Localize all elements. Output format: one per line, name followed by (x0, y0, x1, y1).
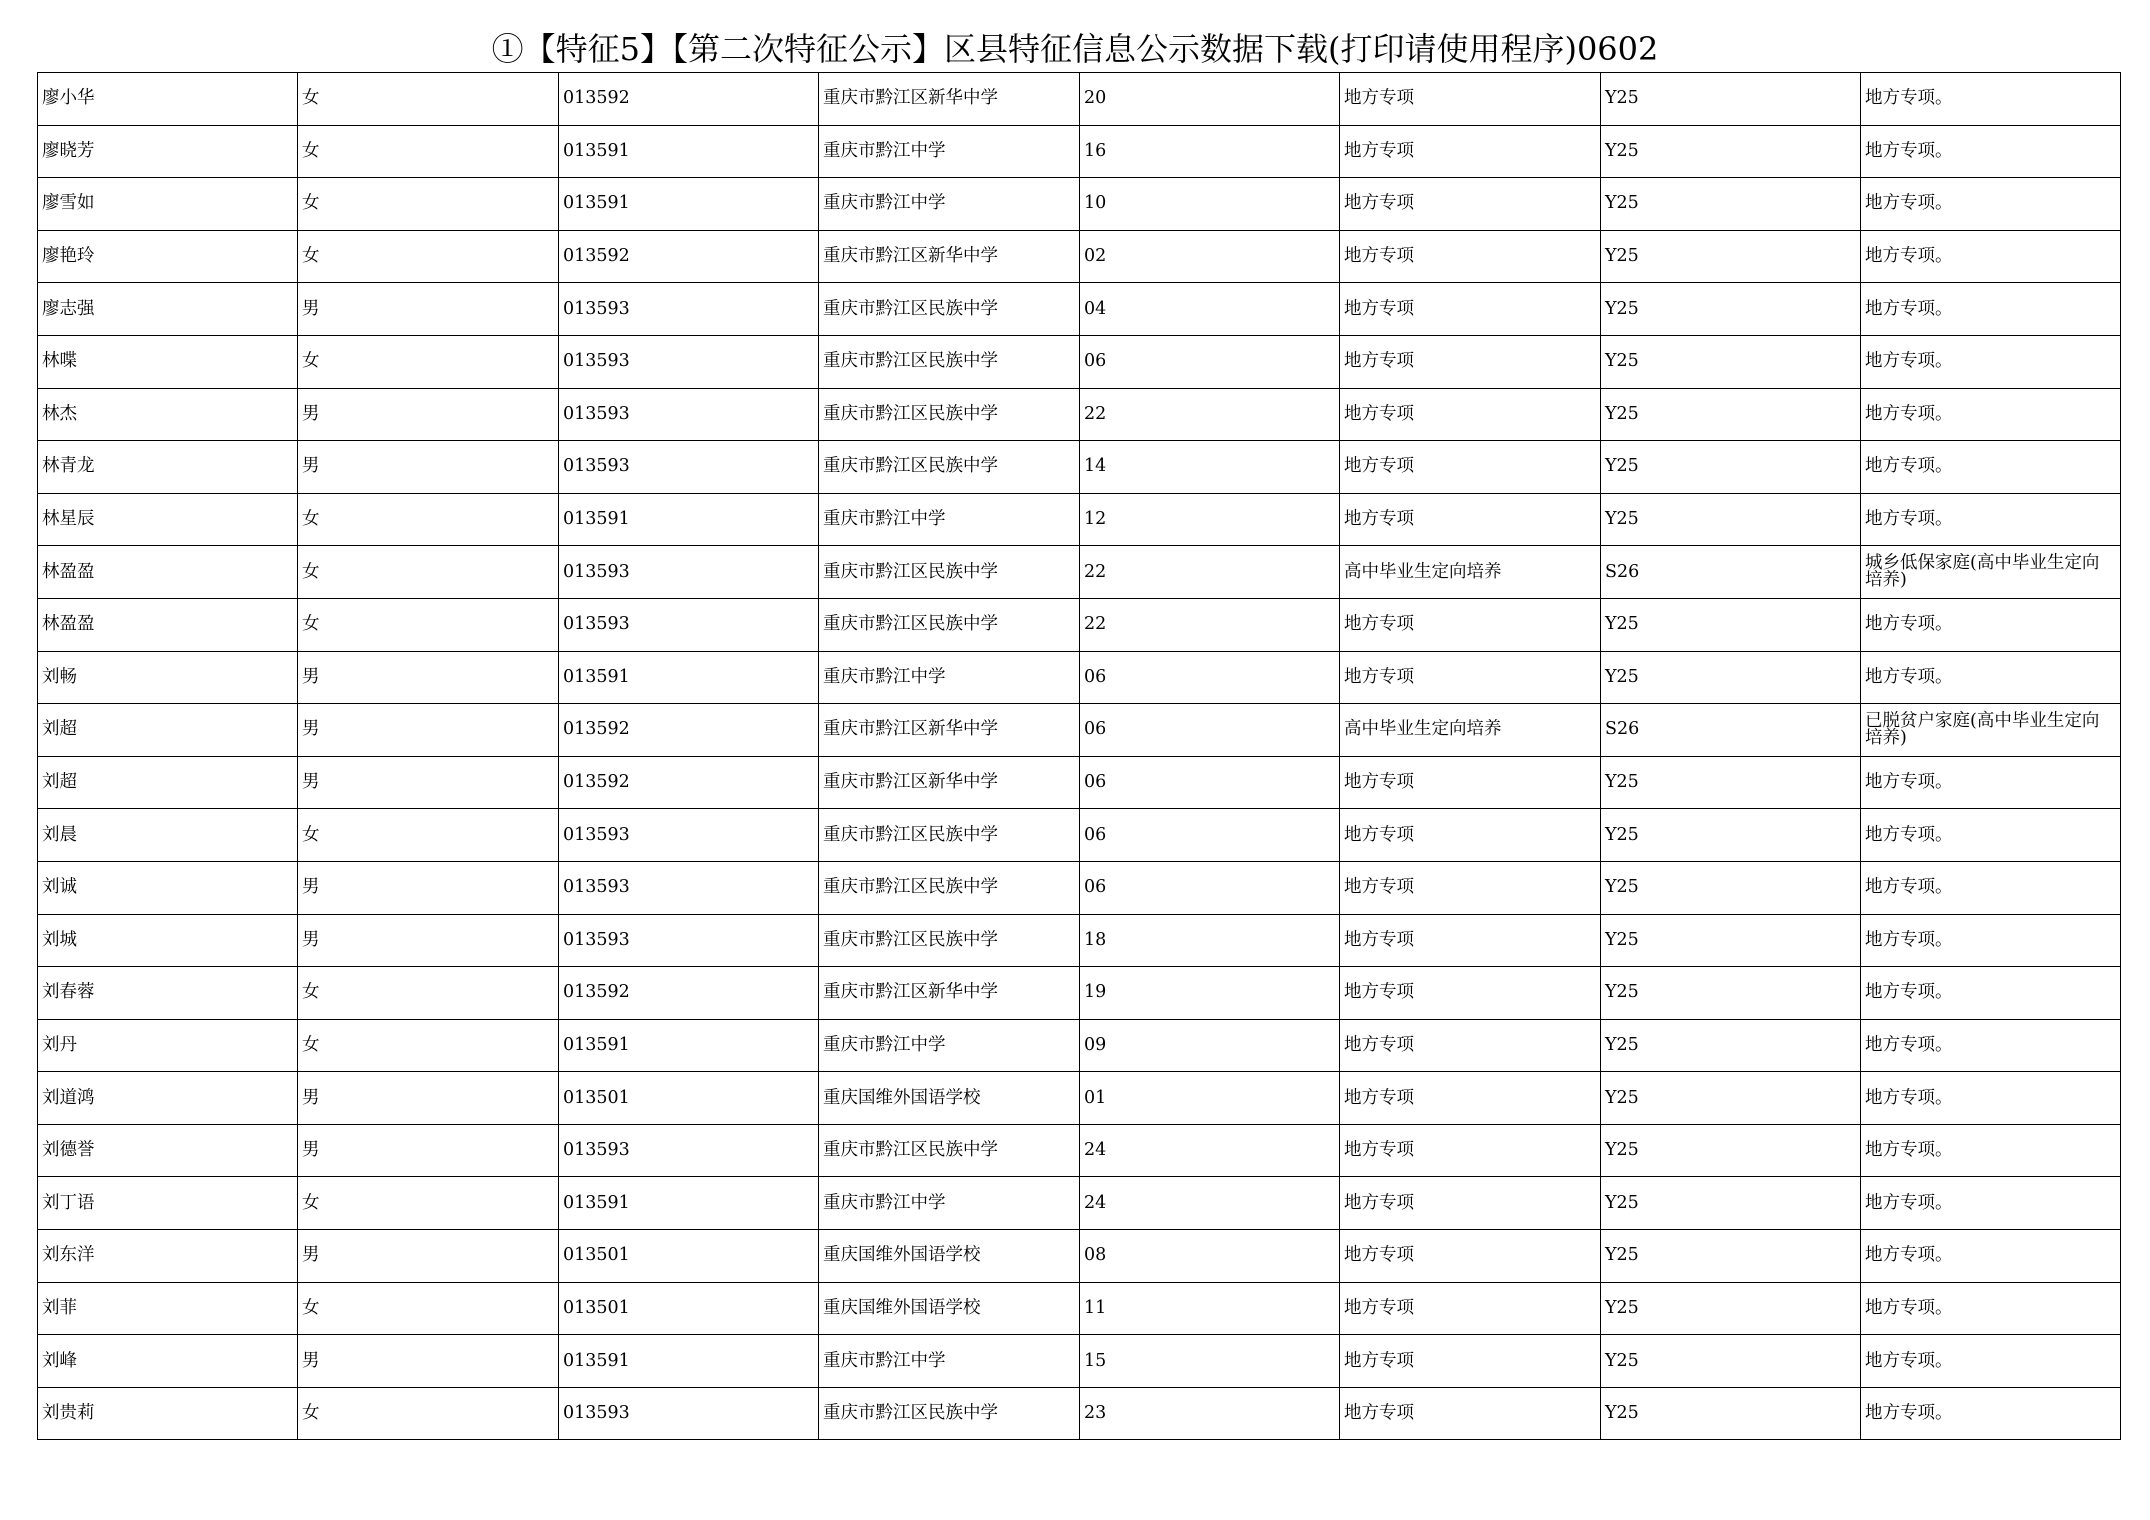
code-cell: Y25 (1601, 73, 1861, 126)
school-code-cell: 013591 (559, 1019, 819, 1072)
school-name-cell: 重庆市黔江区民族中学 (819, 1124, 1080, 1177)
gender-cell: 女 (298, 73, 559, 126)
school-name-cell: 重庆市黔江区民族中学 (819, 335, 1080, 388)
class-cell: 06 (1080, 756, 1340, 809)
school-code-cell: 013593 (559, 441, 819, 494)
note-cell (1861, 1230, 2121, 1283)
note-cell (1861, 178, 2121, 231)
school-name-cell: 重庆市黔江区民族中学 (819, 861, 1080, 914)
gender-cell: 男 (298, 756, 559, 809)
note-cell (1861, 861, 2121, 914)
name-cell: 林星辰 (38, 493, 298, 546)
table-row (38, 1335, 2121, 1388)
gender-cell: 女 (298, 178, 559, 231)
code-cell: Y25 (1601, 1019, 1861, 1072)
gender-cell: 男 (298, 441, 559, 494)
category-cell: 地方专项 (1340, 125, 1601, 178)
page-title: ①【特征5】【第二次特征公示】区县特征信息公示数据下载(打印请使用程序)0602 (491, 30, 1659, 68)
school-code-cell: 013592 (559, 967, 819, 1020)
table-row (38, 1230, 2121, 1283)
note-cell (1861, 704, 2121, 757)
name-cell: 廖小华 (38, 73, 298, 126)
category-cell: 地方专项 (1340, 598, 1601, 651)
category-cell: 地方专项 (1340, 1387, 1601, 1440)
code-cell: Y25 (1601, 756, 1861, 809)
note-cell (1861, 914, 2121, 967)
school-code-cell: 013591 (559, 1335, 819, 1388)
category-cell: 高中毕业生定向培养 (1340, 546, 1601, 599)
table-row (38, 493, 2121, 546)
table-row (38, 704, 2121, 757)
name-cell: 刘诚 (38, 861, 298, 914)
code-cell: Y25 (1601, 598, 1861, 651)
gender-cell: 女 (298, 1177, 559, 1230)
table-row (38, 1387, 2121, 1440)
gender-cell: 男 (298, 704, 559, 757)
table-row (38, 914, 2121, 967)
table-row (38, 125, 2121, 178)
note-text: 地方专项。 (1865, 1297, 1953, 1318)
class-cell: 22 (1080, 546, 1340, 599)
code-cell: Y25 (1601, 125, 1861, 178)
school-name-cell: 重庆市黔江中学 (819, 1335, 1080, 1388)
category-cell: 地方专项 (1340, 1124, 1601, 1177)
school-name-cell: 重庆市黔江区民族中学 (819, 914, 1080, 967)
school-code-cell: 013593 (559, 1387, 819, 1440)
class-cell: 06 (1080, 335, 1340, 388)
class-cell: 18 (1080, 914, 1340, 967)
class-cell: 20 (1080, 73, 1340, 126)
code-cell: Y25 (1601, 914, 1861, 967)
gender-cell: 女 (298, 598, 559, 651)
gender-cell: 女 (298, 1019, 559, 1072)
note-text: 已脱贫户家庭(高中毕业生定向培养) (1865, 710, 2100, 748)
code-cell: Y25 (1601, 178, 1861, 231)
category-cell: 地方专项 (1340, 756, 1601, 809)
class-cell: 09 (1080, 1019, 1340, 1072)
name-cell: 刘丁语 (38, 1177, 298, 1230)
school-name-cell: 重庆市黔江区民族中学 (819, 441, 1080, 494)
data-table (37, 72, 2121, 1440)
class-cell: 11 (1080, 1282, 1340, 1335)
school-name-cell: 重庆市黔江区新华中学 (819, 756, 1080, 809)
class-cell: 14 (1080, 441, 1340, 494)
gender-cell: 女 (298, 546, 559, 599)
gender-cell: 男 (298, 914, 559, 967)
code-cell: Y25 (1601, 230, 1861, 283)
category-cell: 地方专项 (1340, 1072, 1601, 1125)
school-code-cell: 013591 (559, 493, 819, 546)
gender-cell: 女 (298, 335, 559, 388)
name-cell: 刘菲 (38, 1282, 298, 1335)
gender-cell: 女 (298, 1282, 559, 1335)
category-cell: 高中毕业生定向培养 (1340, 704, 1601, 757)
code-cell: Y25 (1601, 1072, 1861, 1125)
note-cell (1861, 756, 2121, 809)
school-name-cell: 重庆市黔江中学 (819, 651, 1080, 704)
note-cell (1861, 967, 2121, 1020)
table-row (38, 651, 2121, 704)
gender-cell: 女 (298, 125, 559, 178)
category-cell: 地方专项 (1340, 914, 1601, 967)
code-cell: Y25 (1601, 1387, 1861, 1440)
note-text: 地方专项。 (1865, 877, 1953, 898)
school-code-cell: 013593 (559, 914, 819, 967)
school-code-cell: 013591 (559, 1177, 819, 1230)
category-cell: 地方专项 (1340, 388, 1601, 441)
school-name-cell: 重庆市黔江中学 (819, 178, 1080, 231)
gender-cell: 男 (298, 1072, 559, 1125)
note-cell (1861, 125, 2121, 178)
note-text: 地方专项。 (1865, 929, 1953, 950)
class-cell: 16 (1080, 125, 1340, 178)
code-cell: S26 (1601, 704, 1861, 757)
school-name-cell: 重庆市黔江区民族中学 (819, 388, 1080, 441)
note-cell (1861, 388, 2121, 441)
table-row (38, 756, 2121, 809)
category-cell: 地方专项 (1340, 73, 1601, 126)
name-cell: 刘峰 (38, 1335, 298, 1388)
gender-cell: 男 (298, 861, 559, 914)
category-cell: 地方专项 (1340, 1282, 1601, 1335)
note-text: 地方专项。 (1865, 351, 1953, 372)
note-text: 地方专项。 (1865, 982, 1953, 1003)
class-cell: 19 (1080, 967, 1340, 1020)
class-cell: 15 (1080, 1335, 1340, 1388)
school-name-cell: 重庆市黔江区新华中学 (819, 230, 1080, 283)
school-name-cell: 重庆国维外国语学校 (819, 1282, 1080, 1335)
note-text: 地方专项。 (1865, 509, 1953, 530)
note-text: 地方专项。 (1865, 772, 1953, 793)
school-name-cell: 重庆市黔江中学 (819, 1177, 1080, 1230)
category-cell: 地方专项 (1340, 335, 1601, 388)
class-cell: 06 (1080, 861, 1340, 914)
class-cell: 24 (1080, 1177, 1340, 1230)
note-cell (1861, 1124, 2121, 1177)
category-cell: 地方专项 (1340, 441, 1601, 494)
note-text: 地方专项。 (1865, 140, 1953, 161)
note-cell (1861, 546, 2121, 599)
code-cell: Y25 (1601, 1282, 1861, 1335)
note-text: 地方专项。 (1865, 824, 1953, 845)
school-code-cell: 013591 (559, 178, 819, 231)
school-code-cell: 013591 (559, 651, 819, 704)
code-cell: Y25 (1601, 283, 1861, 336)
category-cell: 地方专项 (1340, 1230, 1601, 1283)
school-code-cell: 013593 (559, 809, 819, 862)
note-text: 城乡低保家庭(高中毕业生定向培养) (1865, 553, 2100, 591)
note-text: 地方专项。 (1865, 1192, 1953, 1213)
name-cell: 廖志强 (38, 283, 298, 336)
class-cell: 06 (1080, 651, 1340, 704)
name-cell: 刘畅 (38, 651, 298, 704)
school-name-cell: 重庆市黔江区新华中学 (819, 967, 1080, 1020)
gender-cell: 女 (298, 1387, 559, 1440)
name-cell: 刘晨 (38, 809, 298, 862)
table-row (38, 178, 2121, 231)
school-name-cell: 重庆市黔江区民族中学 (819, 283, 1080, 336)
note-cell (1861, 651, 2121, 704)
table-row (38, 335, 2121, 388)
code-cell: Y25 (1601, 861, 1861, 914)
code-cell: Y25 (1601, 1335, 1861, 1388)
note-text: 地方专项。 (1865, 298, 1953, 319)
code-cell: Y25 (1601, 1177, 1861, 1230)
gender-cell: 男 (298, 1124, 559, 1177)
category-cell: 地方专项 (1340, 1335, 1601, 1388)
category-cell: 地方专项 (1340, 651, 1601, 704)
table-row (38, 598, 2121, 651)
school-name-cell: 重庆国维外国语学校 (819, 1072, 1080, 1125)
note-cell (1861, 1019, 2121, 1072)
school-code-cell: 013593 (559, 335, 819, 388)
table-row (38, 283, 2121, 336)
name-cell: 林杰 (38, 388, 298, 441)
code-cell: Y25 (1601, 388, 1861, 441)
gender-cell: 女 (298, 230, 559, 283)
code-cell: Y25 (1601, 651, 1861, 704)
code-cell: Y25 (1601, 1230, 1861, 1283)
category-cell: 地方专项 (1340, 283, 1601, 336)
school-code-cell: 013592 (559, 73, 819, 126)
table-row (38, 861, 2121, 914)
class-cell: 04 (1080, 283, 1340, 336)
school-code-cell: 013501 (559, 1282, 819, 1335)
school-name-cell: 重庆国维外国语学校 (819, 1230, 1080, 1283)
school-name-cell: 重庆市黔江区民族中学 (819, 1387, 1080, 1440)
name-cell: 刘城 (38, 914, 298, 967)
class-cell: 06 (1080, 704, 1340, 757)
code-cell: Y25 (1601, 493, 1861, 546)
table-row (38, 1124, 2121, 1177)
note-cell (1861, 230, 2121, 283)
code-cell: Y25 (1601, 967, 1861, 1020)
school-code-cell: 013592 (559, 230, 819, 283)
name-cell: 廖艳玲 (38, 230, 298, 283)
table-row (38, 1282, 2121, 1335)
category-cell: 地方专项 (1340, 493, 1601, 546)
category-cell: 地方专项 (1340, 1177, 1601, 1230)
note-text: 地方专项。 (1865, 1245, 1953, 1266)
class-cell: 01 (1080, 1072, 1340, 1125)
table-row (38, 230, 2121, 283)
category-cell: 地方专项 (1340, 809, 1601, 862)
category-cell: 地方专项 (1340, 967, 1601, 1020)
name-cell: 林盈盈 (38, 546, 298, 599)
code-cell: S26 (1601, 546, 1861, 599)
note-text: 地方专项。 (1865, 246, 1953, 267)
name-cell: 刘超 (38, 756, 298, 809)
category-cell: 地方专项 (1340, 861, 1601, 914)
school-name-cell: 重庆市黔江区民族中学 (819, 809, 1080, 862)
note-cell (1861, 598, 2121, 651)
school-name-cell: 重庆市黔江区民族中学 (819, 598, 1080, 651)
name-cell: 刘丹 (38, 1019, 298, 1072)
name-cell: 刘贵莉 (38, 1387, 298, 1440)
gender-cell: 男 (298, 1230, 559, 1283)
note-text: 地方专项。 (1865, 614, 1953, 635)
note-cell (1861, 1387, 2121, 1440)
class-cell: 22 (1080, 388, 1340, 441)
note-cell (1861, 1177, 2121, 1230)
school-code-cell: 013593 (559, 546, 819, 599)
class-cell: 24 (1080, 1124, 1340, 1177)
category-cell: 地方专项 (1340, 230, 1601, 283)
school-code-cell: 013592 (559, 704, 819, 757)
table-row (38, 73, 2121, 126)
name-cell: 廖晓芳 (38, 125, 298, 178)
class-cell: 23 (1080, 1387, 1340, 1440)
name-cell: 林盈盈 (38, 598, 298, 651)
note-text: 地方专项。 (1865, 456, 1953, 477)
note-cell (1861, 809, 2121, 862)
school-name-cell: 重庆市黔江中学 (819, 1019, 1080, 1072)
class-cell: 02 (1080, 230, 1340, 283)
table-row (38, 546, 2121, 599)
name-cell: 刘东洋 (38, 1230, 298, 1283)
gender-cell: 男 (298, 283, 559, 336)
note-text: 地方专项。 (1865, 88, 1953, 109)
school-code-cell: 013593 (559, 598, 819, 651)
school-name-cell: 重庆市黔江区新华中学 (819, 704, 1080, 757)
note-text: 地方专项。 (1865, 666, 1953, 687)
class-cell: 08 (1080, 1230, 1340, 1283)
note-cell (1861, 1282, 2121, 1335)
school-code-cell: 013501 (559, 1072, 819, 1125)
note-text: 地方专项。 (1865, 1034, 1953, 1055)
code-cell: Y25 (1601, 441, 1861, 494)
school-code-cell: 013591 (559, 125, 819, 178)
school-name-cell: 重庆市黔江中学 (819, 125, 1080, 178)
note-text: 地方专项。 (1865, 193, 1953, 214)
class-cell: 22 (1080, 598, 1340, 651)
note-cell (1861, 1072, 2121, 1125)
table-row (38, 967, 2121, 1020)
school-code-cell: 013501 (559, 1230, 819, 1283)
table-row (38, 388, 2121, 441)
name-cell: 廖雪如 (38, 178, 298, 231)
code-cell: Y25 (1601, 1124, 1861, 1177)
gender-cell: 男 (298, 1335, 559, 1388)
class-cell: 06 (1080, 809, 1340, 862)
name-cell: 林喋 (38, 335, 298, 388)
gender-cell: 女 (298, 967, 559, 1020)
note-cell (1861, 73, 2121, 126)
school-code-cell: 013593 (559, 861, 819, 914)
table-row (38, 1019, 2121, 1072)
category-cell: 地方专项 (1340, 178, 1601, 231)
code-cell: Y25 (1601, 809, 1861, 862)
note-text: 地方专项。 (1865, 1087, 1953, 1108)
gender-cell: 男 (298, 651, 559, 704)
table-row (38, 809, 2121, 862)
class-cell: 10 (1080, 178, 1340, 231)
table-body (38, 73, 2121, 1440)
note-text: 地方专项。 (1865, 1140, 1953, 1161)
note-cell (1861, 441, 2121, 494)
note-cell (1861, 1335, 2121, 1388)
name-cell: 林青龙 (38, 441, 298, 494)
school-name-cell: 重庆市黔江区新华中学 (819, 73, 1080, 126)
school-name-cell: 重庆市黔江区民族中学 (819, 546, 1080, 599)
gender-cell: 女 (298, 809, 559, 862)
gender-cell: 男 (298, 388, 559, 441)
code-cell: Y25 (1601, 335, 1861, 388)
school-code-cell: 013592 (559, 756, 819, 809)
note-text: 地方专项。 (1865, 1350, 1953, 1371)
table-row (38, 1072, 2121, 1125)
note-cell (1861, 283, 2121, 336)
note-cell (1861, 493, 2121, 546)
class-cell: 12 (1080, 493, 1340, 546)
name-cell: 刘道鸿 (38, 1072, 298, 1125)
table-row (38, 1177, 2121, 1230)
note-text: 地方专项。 (1865, 1403, 1953, 1424)
note-cell (1861, 335, 2121, 388)
category-cell: 地方专项 (1340, 1019, 1601, 1072)
name-cell: 刘超 (38, 704, 298, 757)
gender-cell: 女 (298, 493, 559, 546)
school-code-cell: 013593 (559, 1124, 819, 1177)
name-cell: 刘春蓉 (38, 967, 298, 1020)
note-text: 地方专项。 (1865, 403, 1953, 424)
table-row (38, 441, 2121, 494)
school-code-cell: 013593 (559, 388, 819, 441)
school-code-cell: 013593 (559, 283, 819, 336)
school-name-cell: 重庆市黔江中学 (819, 493, 1080, 546)
name-cell: 刘德誉 (38, 1124, 298, 1177)
